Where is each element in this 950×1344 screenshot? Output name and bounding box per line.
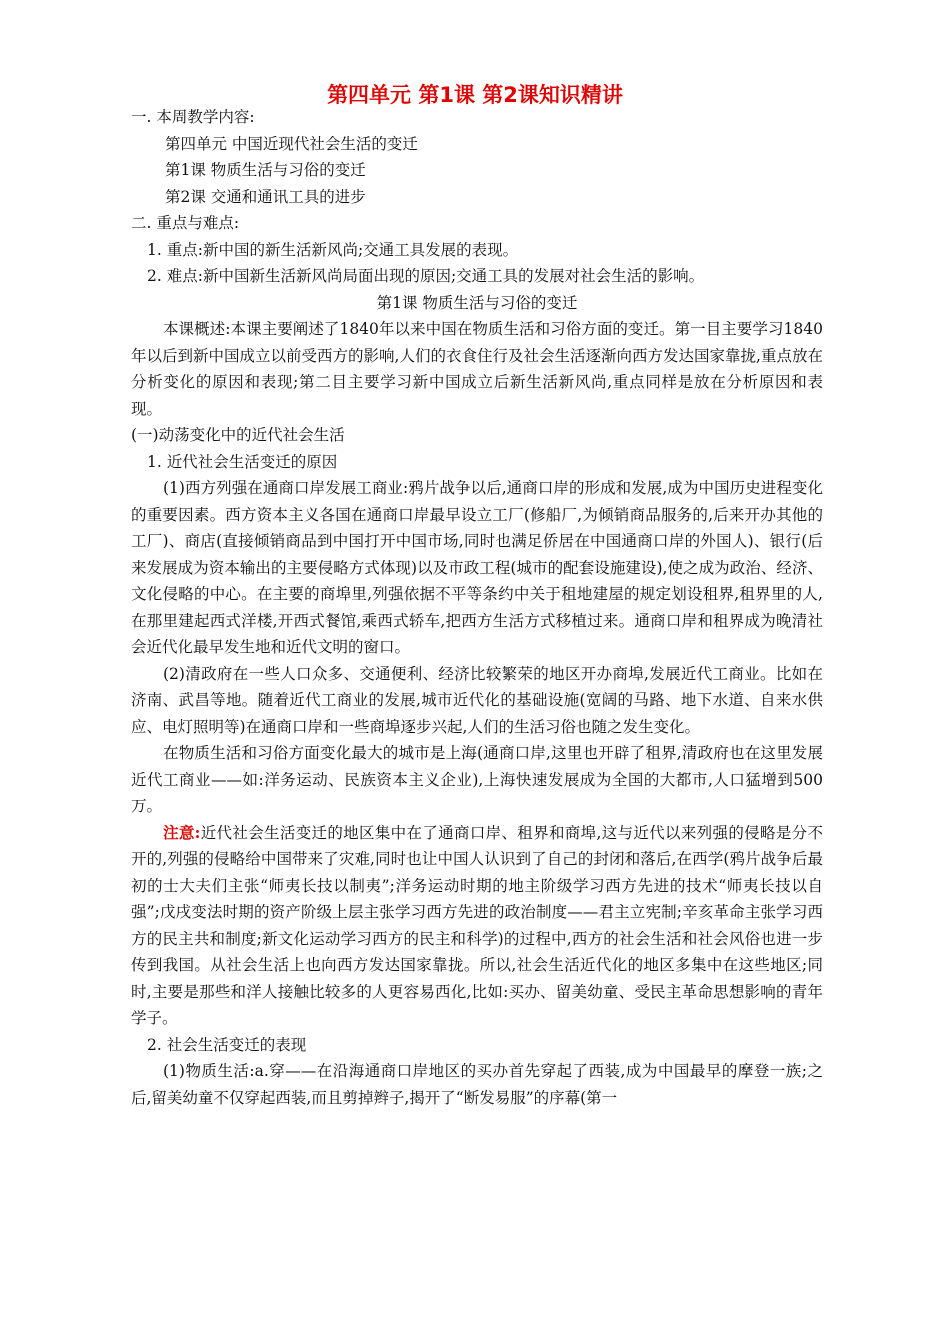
note-label: 注意: xyxy=(163,822,201,842)
sub1-heading: (一)动荡变化中的近代社会生活 xyxy=(131,426,345,444)
document-title: 第四单元 第1课 第2课知识精讲 xyxy=(327,83,623,107)
point1-heading: 1. 近代社会生活变迁的原因 xyxy=(147,452,338,471)
section1-heading: 一. 本周教学内容: xyxy=(131,108,255,126)
unit-line: 第四单元 中国近现代社会生活的变迁 xyxy=(165,134,418,153)
note-paragraph xyxy=(131,820,823,1032)
key-point: 1. 重点:新中国的新生活新风尚;交通工具发展的表现。 xyxy=(147,240,519,259)
lesson2-line: 第2课 交通和通讯工具的进步 xyxy=(165,187,366,206)
overview-paragraph: 本课概述:本课主要阐述了1840年以来中国在物质生活和习俗方面的变迁。第一目主要学习1840年以后到新中国成立以前受西方的影响,人们的衣食住行及社会生活逐渐向西方发达国家靠拢,重点放在分析变化的原因和表现;第二目主要学习新中国成立后新生活新风尚,重点同样是放在分析原因和表现。 xyxy=(131,320,823,418)
paragraph-4: (1)物质生活:a.穿——在沿海通商口岸地区的买办首先穿起了西装,成为中国最早的摩登一族;之后,留美幼童不仅穿起西装,而且剪掉辫子,揭开了“断发易服”的序幕(第一 xyxy=(131,1062,823,1107)
section2-heading: 二. 重点与难点: xyxy=(131,214,240,232)
document-body xyxy=(131,104,823,1111)
note-text: 近代社会生活变迁的地区集中在了通商口岸、租界和商埠,这与近代以来列强的侵略是分不开的,列强的侵略给中国带来了灾难,同时也让中国人认识到了自己的封闭和落后,在西学(鸦片战争后最初的士大夫们主张“师夷长技以制夷”;洋务运动时期的地主阶级学习西方先进的技术“师夷长技以自强”;戊戌变法时期的资产阶级上层主张学习西方先进的政治制度——君主立宪制;辛亥革命主张学习西方的民主共和制度;新文化运动学习西方的民主和科学)的过程中,西方的社会生活和社会风俗也进一步传到我国。从社会生活上也向西方发达国家靠拢。所以,社会生活近代化的地区多集中在这些地区;同时,主要是那些和洋人接触比较多的人更容易西化,比如:买办、留美幼童、受民主革命思想影响的青年学子。 xyxy=(131,823,823,1027)
lesson1-heading: 第1课 物质生活与习俗的变迁 xyxy=(376,293,578,312)
paragraph-1: (1)西方列强在通商口岸发展工商业:鸦片战争以后,通商口岸的形成和发展,成为中国历史进程变化的重要因素。西方资本主义各国在通商口岸最早设立工厂(修船厂,为倾销商品服务的,后来开办其他的工厂)、商店(直接倾销商品到中国打开中国市场,同时也满足侨居在中国通商口岸的外国人)、银行(后来发展成为资本输出的主要侵略方式体现)以及市政工程(城市的配套设施建设),使之成为政治、经济、文化侵略的中心。在主要的商埠里,列强依据不平等条约中关于租地建屋的规定划设租界,租界里的人,在那里建起西式洋楼,开西式餐馆,乘西式轿车,把西方生活方式移植过来。通商口岸和租界成为晚清社会近代化最早发生地和近代文明的窗口。 xyxy=(131,479,823,656)
paragraph-3: 在物质生活和习俗方面变化最大的城市是上海(通商口岸,这里也开辟了租界,清政府也在这里发展近代工商业——如:洋务运动、民族资本主义企业),上海快速发展成为全国的大都市,人口猛增到500万。 xyxy=(131,744,823,815)
point2-heading: 2. 社会生活变迁的表现 xyxy=(147,1035,307,1054)
difficult-point: 2. 难点:新中国新生活新风尚局面出现的原因;交通工具的发展对社会生活的影响。 xyxy=(147,267,705,285)
lesson1-line: 第1课 物质生活与习俗的变迁 xyxy=(165,161,366,179)
paragraph-2: (2)清政府在一些人口众多、交通便利、经济比较繁荣的地区开办商埠,发展近代工商业。比如在济南、武昌等地。随着近代工商业的发展,城市近代化的基础设施(宽阔的马路、地下水道、自来水供应、电灯照明等)在通商口岸和一些商埠逐步兴起,人们的生活习俗也随之发生变化。 xyxy=(131,664,823,736)
